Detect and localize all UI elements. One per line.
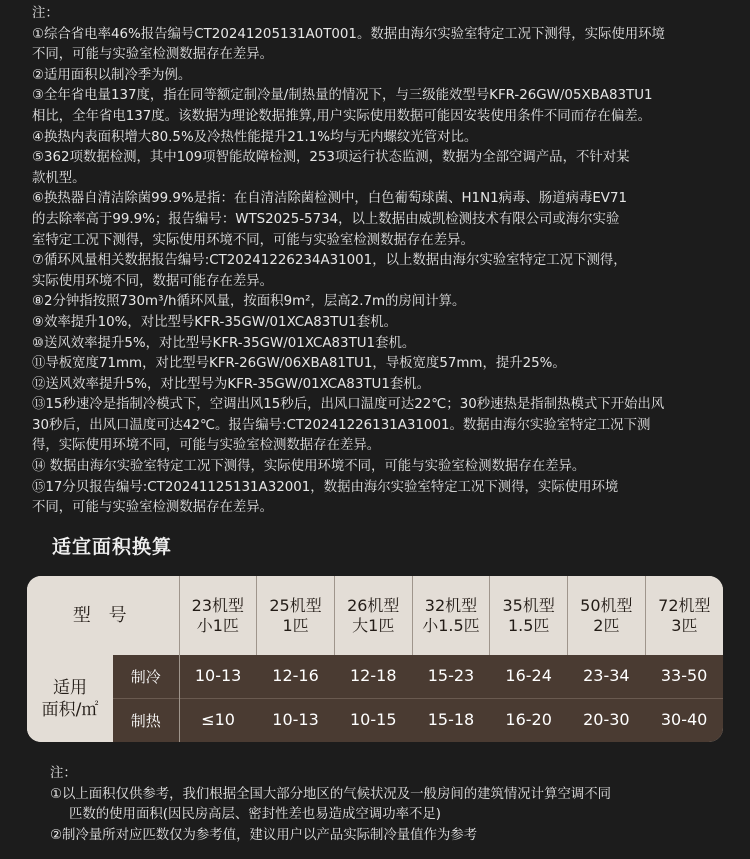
note-line: ⑮17分贝报告编号:CT20241125131A32001，数据由海尔实验室特定工况下测得，实际使用环境 xyxy=(32,479,619,495)
notes-heading: 注： xyxy=(32,6,59,21)
model-name: 26机型 xyxy=(347,595,400,615)
heating-value: ≤10 xyxy=(179,698,257,742)
model-hp: 3匹 xyxy=(671,615,698,635)
note-line: 得，实际使用环境不同，可能与实验室检测数据存在差异。 xyxy=(32,438,381,454)
cooling-value: 16-24 xyxy=(490,655,568,698)
model-name: 25机型 xyxy=(269,595,322,615)
footnotes-block xyxy=(50,764,730,846)
footnotes-heading: 注： xyxy=(50,766,77,781)
model-hp: 小1.5匹 xyxy=(422,615,480,635)
footnote-line: 匹数的使用面积(因民房高层、密封性差也易造成空调功率不足) xyxy=(69,807,441,823)
model-cell xyxy=(645,576,723,655)
model-cell xyxy=(568,576,646,655)
model-hp: 2匹 xyxy=(593,615,620,635)
heating-value: 30-40 xyxy=(645,698,723,742)
model-hp: 大1匹 xyxy=(352,615,395,635)
heating-label: 制热 xyxy=(113,698,179,742)
note-line: ⑧2分钟指按照730m³/h循环风量，按面积9m²，层高2.7m的房间计算。 xyxy=(32,294,466,310)
heating-value: 10-15 xyxy=(334,698,412,742)
heating-value: 20-30 xyxy=(568,698,646,742)
cooling-value: 33-50 xyxy=(645,655,723,698)
heating-value: 16-20 xyxy=(490,698,568,742)
model-cell xyxy=(257,576,335,655)
note-line: ⑥换热器自清洁除菌99.9%是指：在自清洁除菌检测中，白色葡萄球菌、H1N1病毒、肠道病毒EV71 xyxy=(32,191,627,207)
model-name: 35机型 xyxy=(502,595,555,615)
note-line: ③全年省电量137度，指在同等额定制冷量/制热量的情况下，与三级能效型号KFR-26GW/05XBA83TU1 xyxy=(32,88,653,104)
note-line: 不同，可能与实验室检测数据存在差异。 xyxy=(32,47,274,63)
type-label: 型 号 xyxy=(27,576,179,655)
model-name: 72机型 xyxy=(658,595,711,615)
cooling-value: 15-23 xyxy=(412,655,490,698)
model-cell xyxy=(490,576,568,655)
cooling-label: 制冷 xyxy=(130,667,161,686)
section-title: 适宜面积换算 xyxy=(52,536,173,558)
model-hp: 小1匹 xyxy=(196,615,239,635)
note-line: ⑪导板宽度71mm，对比型号KFR-26GW/06XBA81TU1，导板宽度57mm，提升25%。 xyxy=(32,356,566,372)
model-hp: 1匹 xyxy=(282,615,309,635)
note-line: ⑭ 数据由海尔实验室特定工况下测得，实际使用环境不同，可能与实验室检测数据存在差异。 xyxy=(32,459,586,475)
note-line: ⑫送风效率提升5%，对比型号为KFR-35GW/01XCA83TU1套机。 xyxy=(32,376,431,392)
note-line: ⑨效率提升10%，对比型号KFR-35GW/01XCA83TU1套机。 xyxy=(32,314,397,330)
note-line: 室特定工况下测得，实际使用环境不同，可能与实验室检测数据存在差异。 xyxy=(32,232,474,248)
area-label-line2: 面积/㎡ xyxy=(41,699,99,720)
footnote-line: ①以上面积仅供参考，我们根据全国大部分地区的气候状况及一般房间的建筑情况计算空调不同 xyxy=(50,786,612,802)
note-line: ⑦循环风量相关数据报告编号:CT20241226234A31001，以上数据由海尔实验室特定工况下测得， xyxy=(32,253,627,269)
note-line: ④换热内表面积增大80.5%及冷热性能提升21.1%均与无内螺纹光管对比。 xyxy=(32,129,478,145)
model-name: 50机型 xyxy=(580,595,633,615)
area-label xyxy=(27,655,179,742)
note-line: 30秒后，出风口温度可达42℃。报告编号:CT20241226131A31001。数据由海尔实验室特定工况下测 xyxy=(32,417,651,433)
note-line: ①综合省电率46%报告编号CT20241205131A0T001。数据由海尔实验室特定工况下测得，实际使用环境 xyxy=(32,26,665,42)
model-name: 23机型 xyxy=(191,595,245,615)
note-line: ⑤362项数据检测，其中109项智能故障检测，253项运行状态监测，数据为全部空调产品，不针对某 xyxy=(32,150,630,166)
model-name: 32机型 xyxy=(424,595,478,615)
area-table xyxy=(27,576,723,742)
note-line: 实际使用环境不同，数据可能存在差异。 xyxy=(32,273,274,289)
note-line: 相比，全年省电137度。该数据为理论数据推算,用户实际使用数据可能因安装使用条件不同而存在偏差。 xyxy=(32,108,651,124)
note-line: ⑬15秒速冷是指制冷模式下，空调出风15秒后，出风口温度可达22℃；30秒速热是指制热模式下开始出风 xyxy=(32,397,665,413)
model-cell xyxy=(334,576,412,655)
note-line: 不同，可能与实验室检测数据存在差异。 xyxy=(32,500,274,516)
notes-block xyxy=(32,4,732,519)
heating-value: 15-18 xyxy=(412,698,490,742)
note-line: 款机型。 xyxy=(32,170,86,186)
area-label-line1: 适用 xyxy=(53,677,87,698)
note-line: 的去除率高于99.9%；报告编号：WTS2025-5734，以上数据由威凯检测技术有限公司或海尔实验 xyxy=(32,211,620,227)
model-cell xyxy=(412,576,490,655)
note-line: ②适用面积以制冷季为例。 xyxy=(32,67,192,83)
footnote-line: ②制冷量所对应匹数仅为参考值，建议用户以产品实际制冷量值作为参考 xyxy=(50,827,478,843)
model-cell xyxy=(179,576,257,655)
cooling-value: 12-16 xyxy=(257,655,335,698)
note-line: ⑩送风效率提升5%，对比型号KFR-35GW/01XCA83TU1套机。 xyxy=(32,335,416,351)
cooling-value: 10-13 xyxy=(179,655,257,698)
cooling-value: 12-18 xyxy=(334,655,412,698)
model-hp: 1.5匹 xyxy=(507,615,550,635)
cooling-value: 23-34 xyxy=(568,655,646,698)
heating-value: 10-13 xyxy=(257,698,335,742)
